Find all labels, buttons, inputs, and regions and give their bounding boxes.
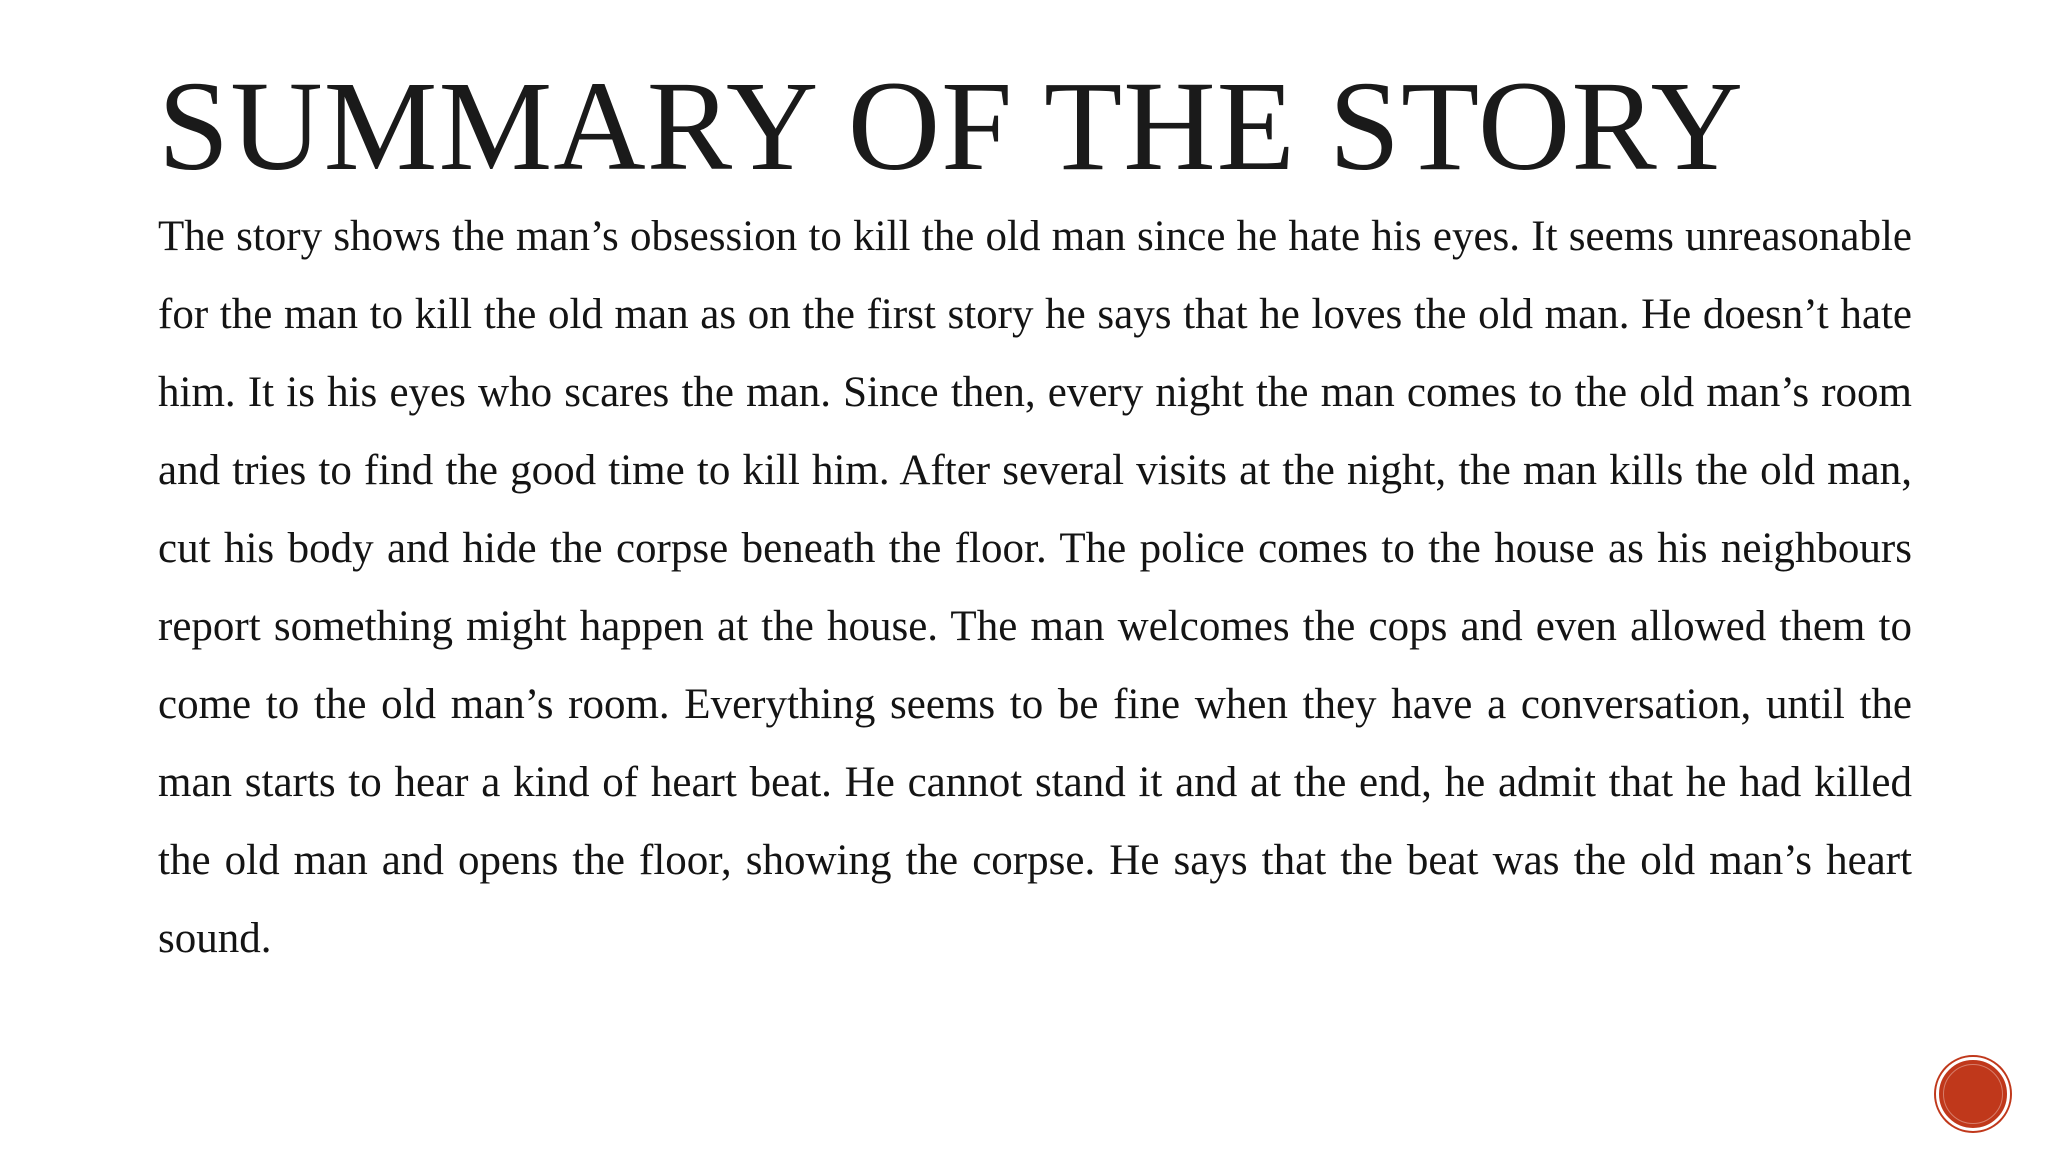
slide-title: SUMMARY OF THE STORY xyxy=(158,55,1745,197)
next-slide-button[interactable] xyxy=(1936,1057,2010,1131)
button-ring-decoration xyxy=(1943,1064,2003,1124)
summary-paragraph: The story shows the man’s obsession to kill the old man since he hate his eyes. It seems unreasonable for the man to kill the old man as on the first story he says that he loves the old man. He doesn’t hate him. It is his eyes who scares the man. Since then, every night the man comes to the old man’s room and tries to find the good time to kill him. After several visits at the night, the man kills the old man, cut his body and hide the corpse beneath the floor. The police comes to the house as his neighbours report something might happen at the house. The man welcomes the cops and even allowed them to come to the old man’s room. Everything seems to be fine when they have a conversation, until the man starts to hear a kind of heart beat. He cannot stand it and at the end, he admit that he had killed the old man and opens the floor, showing the corpse. He says that the beat was the old man’s heart sound. xyxy=(158,213,1912,962)
